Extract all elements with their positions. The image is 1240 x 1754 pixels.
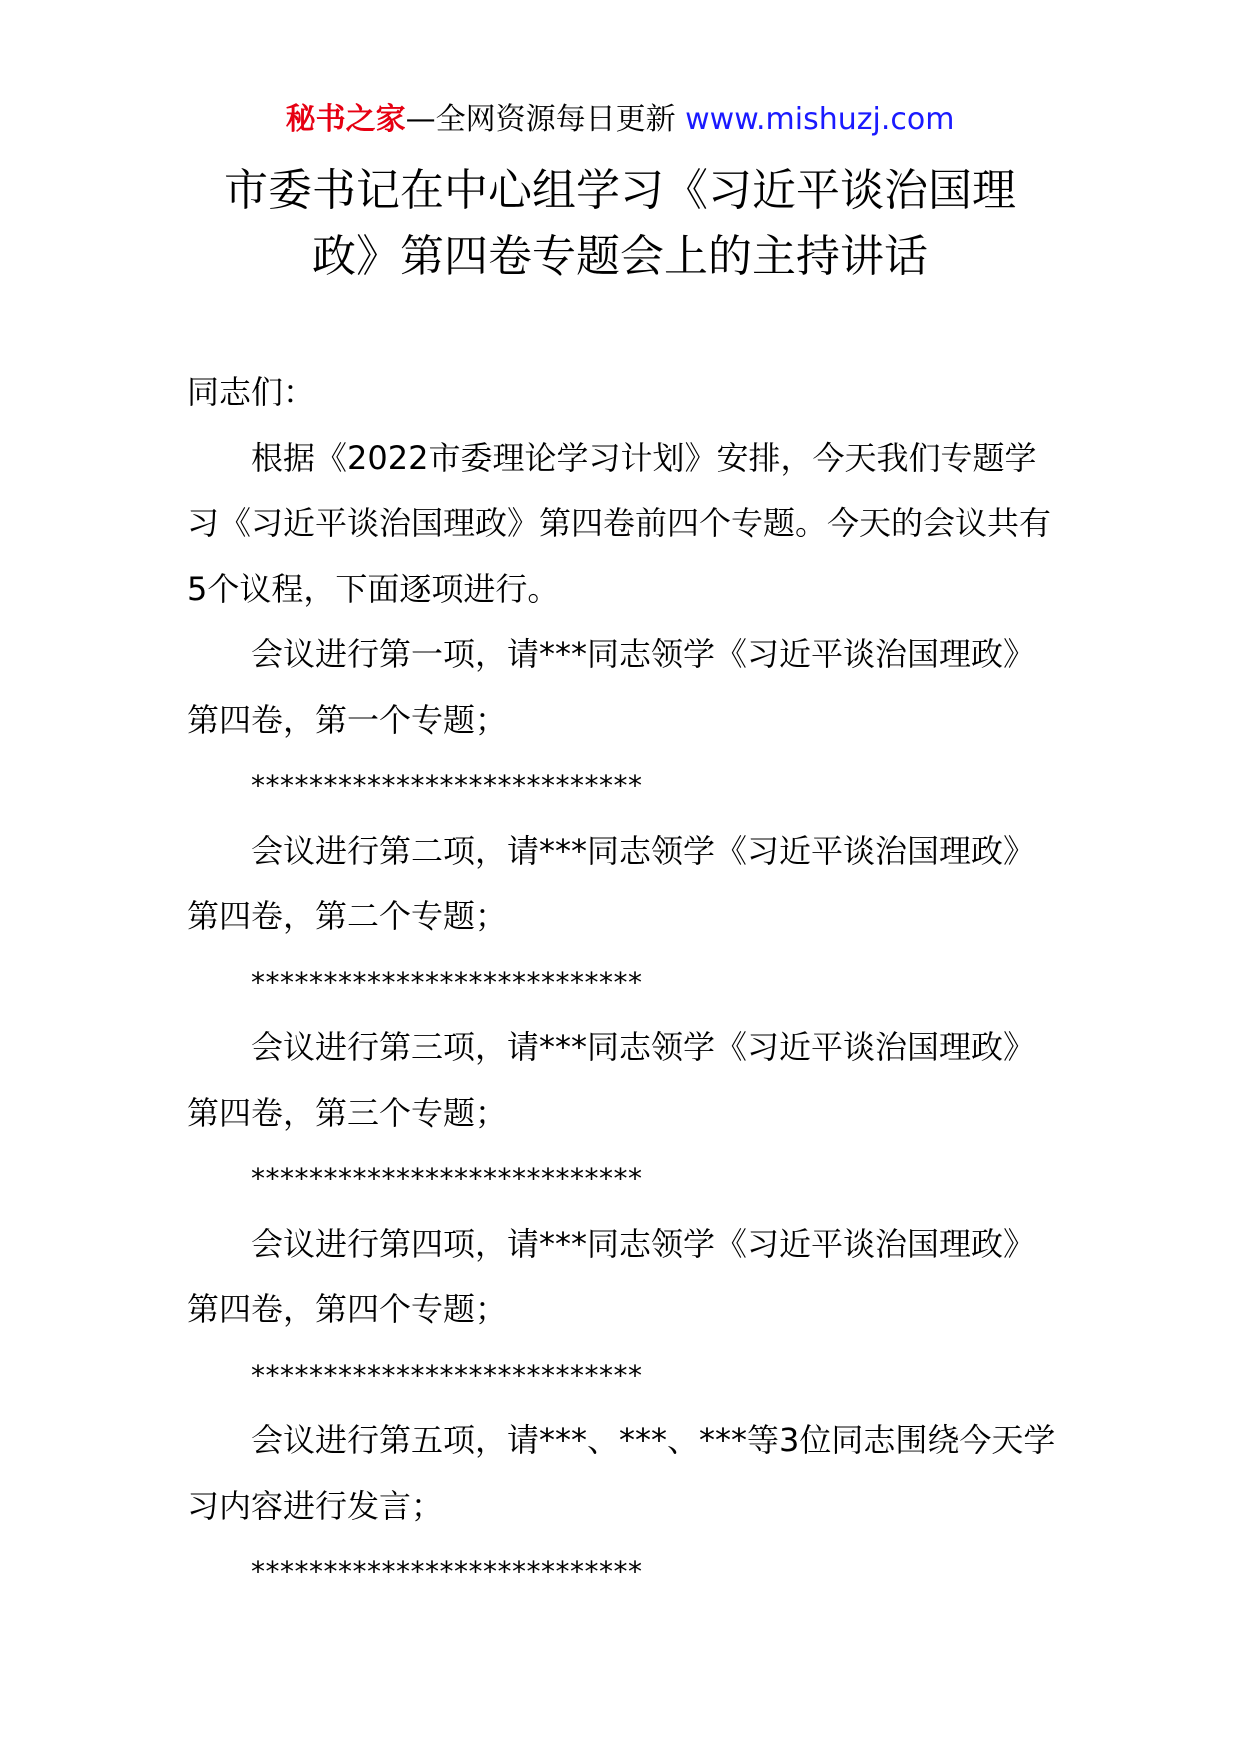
agenda-placeholder-1: *************************** bbox=[251, 769, 643, 802]
title-line-1: 市委书记在中心组学习《习近平谈治国理 bbox=[224, 165, 1016, 216]
site-name: 秘书之家 bbox=[285, 102, 406, 137]
title-line-2: 政》第四卷专题会上的主持讲话 bbox=[312, 231, 928, 282]
agenda-item-3: 会议进行第三项，请***同志领学《习近平谈治国理政》第四卷，第三个专题； bbox=[187, 1028, 1036, 1132]
agenda-placeholder-3: *************************** bbox=[251, 1162, 643, 1195]
agenda-placeholder-2: *************************** bbox=[251, 965, 643, 999]
intro-paragraph: 根据《2022市委理论学习计划》安排，今天我们专题学习《习近平谈治国理政》第四卷前四个专题。今天的会议共有5个议程，下面逐项进行。 bbox=[187, 438, 1052, 608]
salutation: 同志们： bbox=[187, 373, 316, 411]
agenda-item-2: 会议进行第二项，请***同志领学《习近平谈治国理政》第四卷，第二个专题； bbox=[187, 831, 1036, 935]
document-title bbox=[150, 158, 1090, 290]
agenda-item-4: 会议进行第四项，请***同志领学《习近平谈治国理政》第四卷，第四个专题； bbox=[187, 1224, 1036, 1328]
site-header bbox=[0, 98, 1240, 142]
agenda-item-1: 会议进行第一项，请***同志领学《习近平谈治国理政》第四卷，第一个专题； bbox=[187, 635, 1036, 739]
agenda-placeholder-4: *************************** bbox=[251, 1358, 643, 1392]
site-url-link[interactable]: www.mishuzj.com bbox=[685, 102, 955, 137]
site-slogan: —全网资源每日更新 bbox=[405, 102, 686, 137]
document-body bbox=[187, 360, 1063, 1605]
agenda-item-5: 会议进行第五项，请***、***、***等3位同志围绕今天学习内容进行发言； bbox=[187, 1421, 1056, 1525]
agenda-placeholder-5: *************************** bbox=[251, 1555, 643, 1588]
